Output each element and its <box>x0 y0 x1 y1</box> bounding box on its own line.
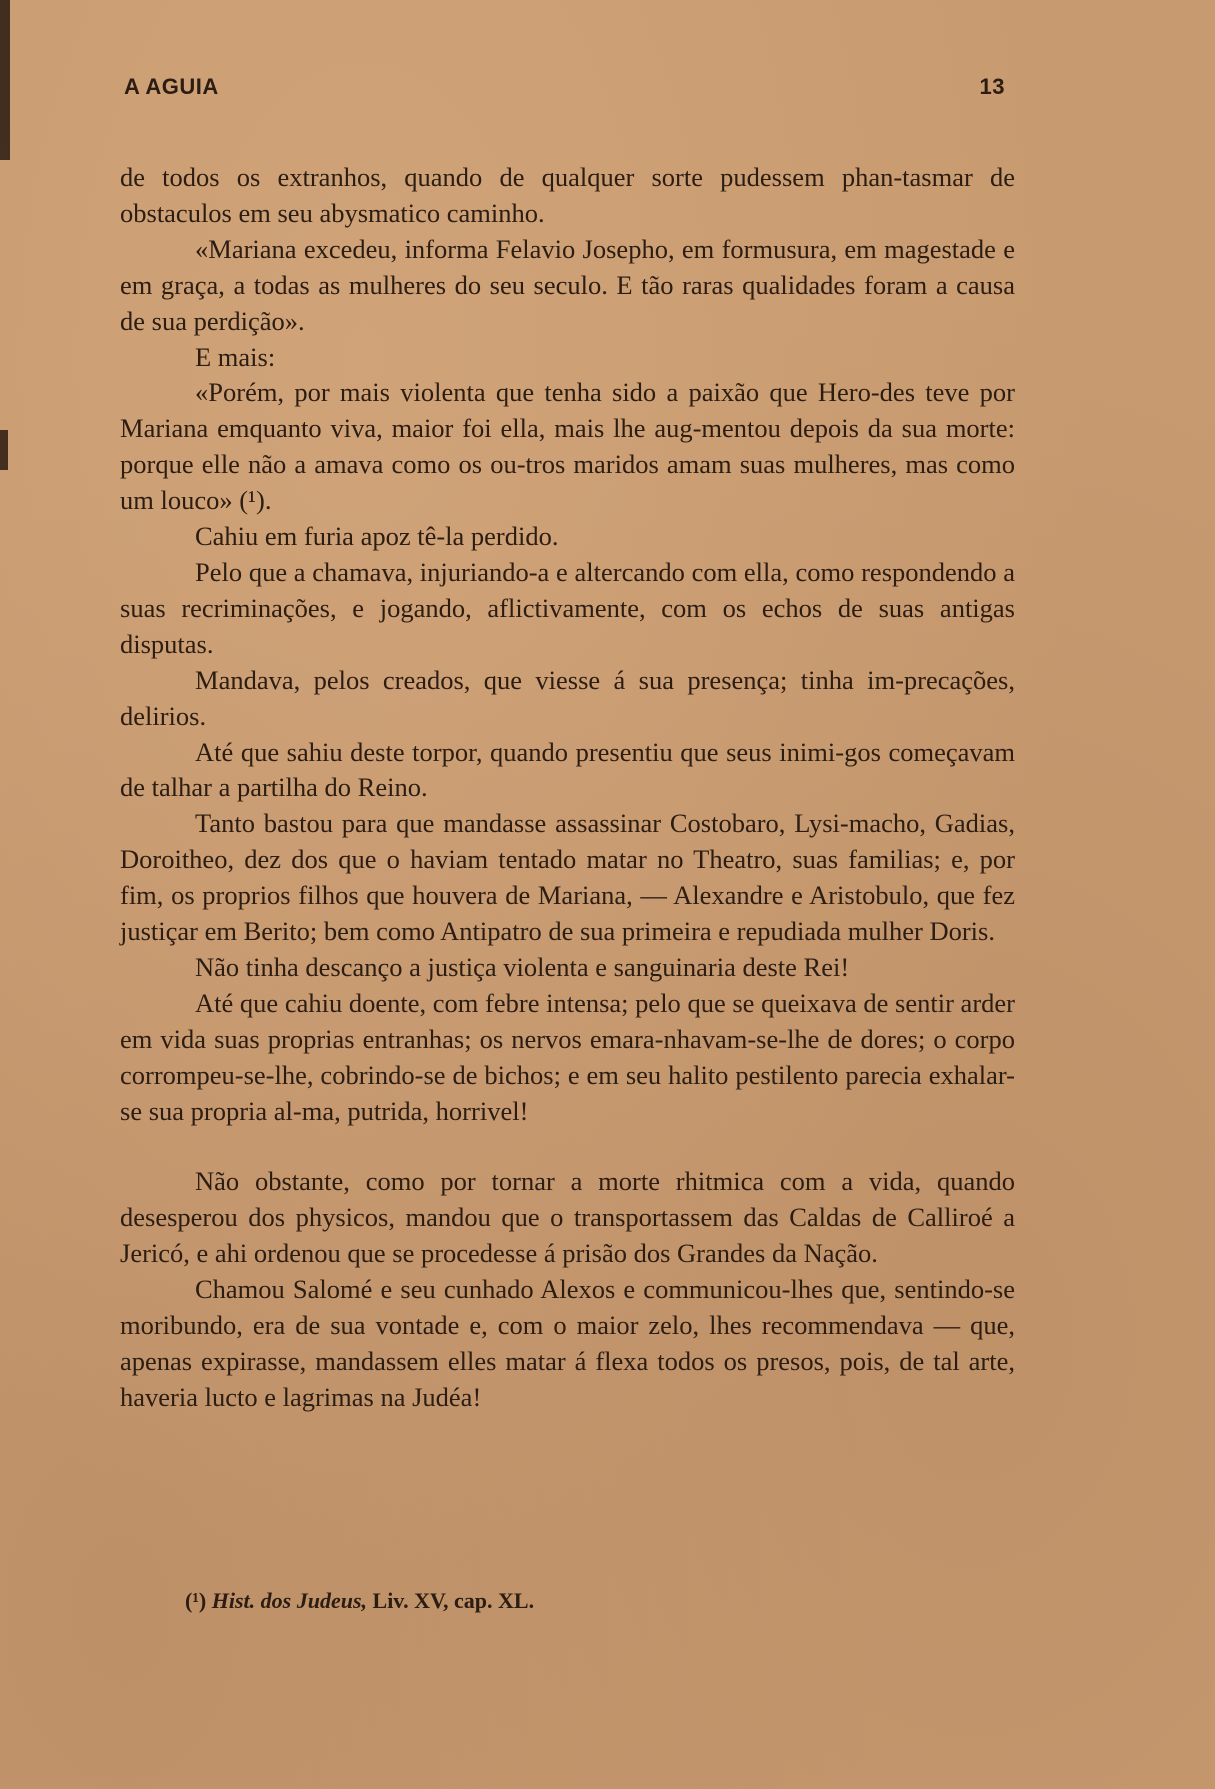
footnote <box>185 1588 534 1614</box>
footnote-source: Hist. dos Judeus, <box>211 1588 368 1613</box>
paragraph: «Porém, por mais violenta que tenha sido a paixão que Hero-des teve por Mariana emquanto viva, maior foi ella, mais lhe aug-mentou depois da sua morte: porque elle não a amava como os ou-tros maridos amam suas mulheres, mas como um louco» (¹). <box>120 377 1015 516</box>
body-text <box>120 160 1015 1416</box>
footnote-reference: Liv. XV, cap. XL. <box>372 1588 535 1613</box>
footnote-marker: (¹) <box>185 1588 207 1613</box>
paragraph: de todos os extranhos, quando de qualquer sorte pudessem phan-tasmar de obstaculos em seu abysmatico caminho. <box>120 162 1015 228</box>
paragraph: Não obstante, como por tornar a morte rhitmica com a vida, quando desesperou dos physicos, mandou que o transportassem das Caldas de Calliroé a Jericó, e ahi ordenou que se procedesse á prisão dos Grandes da Nação. <box>120 1166 1015 1269</box>
paragraph: «Mariana excedeu, informa Felavio Josepho, em formusura, em magestade e em graça, a todas as mulheres do seu seculo. E tão raras qualidades foram a causa de sua perdição». <box>120 233 1015 336</box>
paragraph: E mais: <box>195 341 276 372</box>
running-head <box>124 74 1005 104</box>
paragraph: Chamou Salomé e seu cunhado Alexos e communicou-lhes que, sentindo-se moribundo, era de sua vontade e, com o maior zelo, lhes recommendava — que, apenas expirasse, mandassem elles matar á flexa todos os presos, pois, de tal arte, haveria lucto e lagrimas na Judéa! <box>120 1274 1015 1412</box>
page-number: 13 <box>979 74 1005 99</box>
paragraph: Não tinha descanço a justiça violenta e sanguinaria deste Rei! <box>195 951 850 982</box>
section-break <box>120 1129 1015 1164</box>
page-edge-stain <box>0 430 8 470</box>
book-page <box>120 60 1015 1740</box>
paragraph: Mandava, pelos creados, que viesse á sua presença; tinha im-precações, delirios. <box>120 664 1015 731</box>
paragraph: Até que sahiu deste torpor, quando presentiu que seus inimi-gos começavam de talhar a partilha do Reino. <box>120 736 1015 803</box>
paragraph: Tanto bastou para que mandasse assassinar Costobaro, Lysi-macho, Gadias, Doroitheo, dez dos que o haviam tentado matar no Theatro, suas familias; e, por fim, os proprios filhos que houvera de Mariana, — Alexandre e Aristobulo, que fez justiçar em Berito; bem como Antipatro de sua primeira e repudiada mulher Doris. <box>120 808 1015 947</box>
paragraph: Pelo que a chamava, injuriando-a e altercando com ella, como respondendo a suas recriminações, e jogando, aflictivamente, com os echos de suas antigas disputas. <box>120 556 1015 659</box>
page-edge-stain <box>0 0 10 160</box>
paragraph: Cahiu em furia apoz tê-la perdido. <box>195 521 559 552</box>
paragraph: Até que cahiu doente, com febre intensa; pelo que se queixava de sentir arder em vida suas proprias entranhas; os nervos emara-nhavam-se-lhe de dores; o corpo corrompeu-se-lhe, cobrindo-se de bichos; e em seu halito pestilento parecia exhalar-se sua propria al-ma, putrida, horrivel! <box>120 987 1015 1126</box>
journal-title: A AGUIA <box>124 74 219 99</box>
